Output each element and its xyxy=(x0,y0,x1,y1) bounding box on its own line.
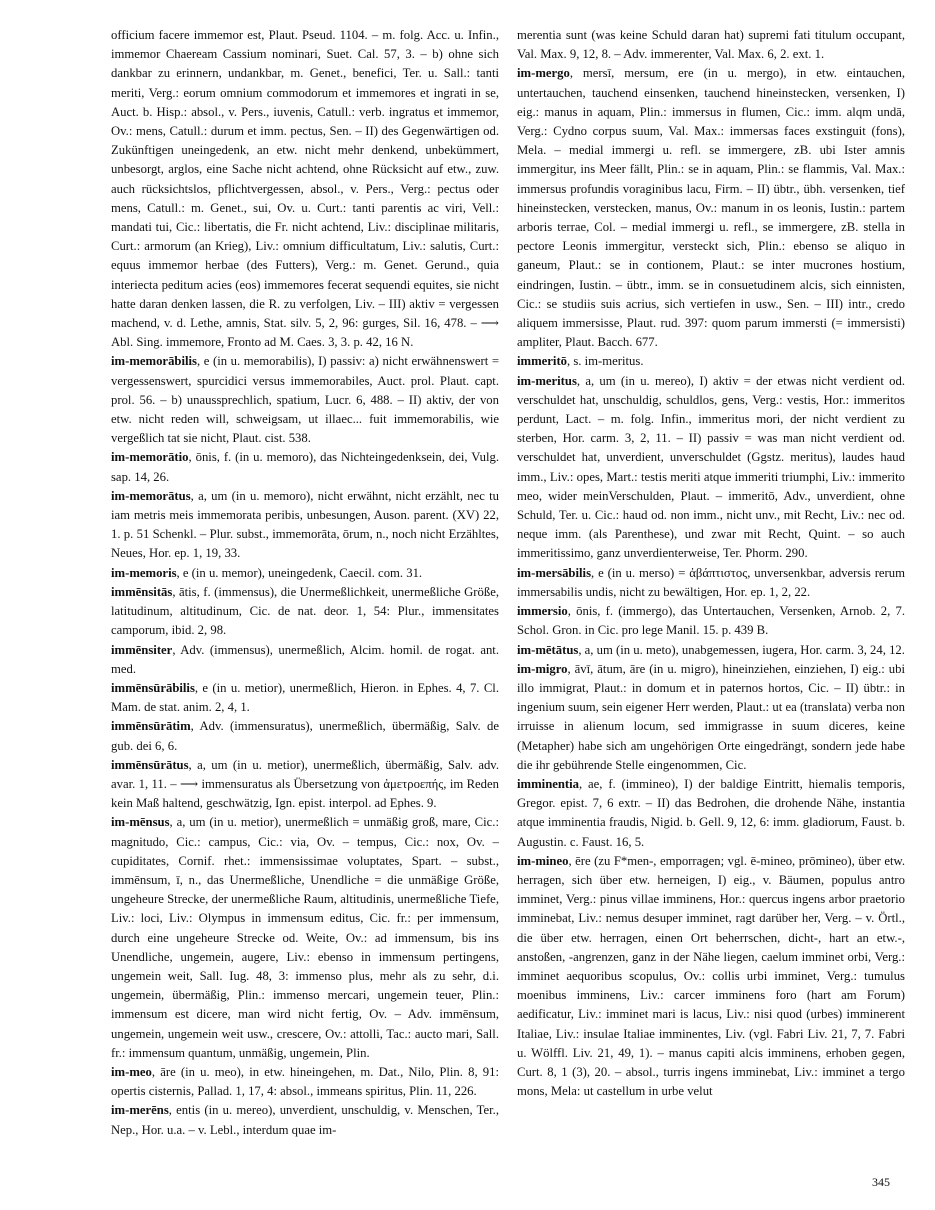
entry-lemma: immēnsitās xyxy=(111,584,173,599)
entry-text: , āvī, ātum, āre (in u. migro), hineinziehen, einziehen, I) eig.: ubi illo immigrat, Plaut.: in domum et in paternos hortos, Cic. – II) übtr.: in ingenium suum, sein eigener Herr werden, Plaut.: ut ea (translata) verba non irruisse in alienum locum, sed immigrasse in suum diceres, keine (Metapher) habe sich am ungehörigen Orte eingedrängt, sondern jede habe die ihr gebührende Stelle eingenommen, Cic. xyxy=(517,661,905,772)
entry-text: , e (in u. memorabilis), I) passiv: a) nicht erwähnenswert = vergessenswert, spurcidici versus immemorabiles, Auct. prol. Plaut. capt. prol. 56. – b) unaussprechlich, spatium, Lucr. 6, 488. – II) aktiv, der von etw. nicht reden will, schweigsam, ut illaec... fuit immemorabilis, wie vergeßlich tat sie nicht, Plaut. cist. 538. xyxy=(111,354,499,446)
dictionary-entry xyxy=(517,641,905,660)
entry-lemma: im-mineo xyxy=(517,853,569,868)
dictionary-entry xyxy=(517,660,905,775)
entry-lemma: im-migro xyxy=(517,661,568,676)
dictionary-entry xyxy=(111,583,499,641)
entry-lemma: im-mēnsus xyxy=(111,815,170,830)
dictionary-entry xyxy=(111,813,499,1063)
entry-lemma: immeritō xyxy=(517,354,568,369)
entry-lemma: im-meritus xyxy=(517,373,577,388)
dictionary-entry xyxy=(111,1063,499,1101)
entry-lemma: im-mergo xyxy=(517,66,570,81)
entry-lemma: im-mersābilis xyxy=(517,565,592,580)
dictionary-entry xyxy=(111,1101,499,1139)
dictionary-entry xyxy=(517,26,905,64)
dictionary-entry xyxy=(517,372,905,564)
entry-text: officium facere immemor est, Plaut. Pseud. 1104. – m. folg. Acc. u. Infin., immemor Chaeream Cassium nominari, Suet. Cal. 57, 3. – b) ohne sich dankbar zu erinnern, undankbar, m. Genet., benefici, Ter. u. Sall.: tanti meriti, Verg.: eorum omnium commodorum et immemores et ingrati in se, Auct. b. Hisp.: absol., v. Pers., iuvenis, Catull.: verb. ingratus et immemor, Ov.: mens, Catull.: durum et imm. pectus, Sen. – II) des Gegenwärtigen od. Zukünftigen uneingedenk, an etw. nicht mehr denkend, unbekümmert, unbesorgt, arglos, eine Sache nicht achtend, ohne Rücksicht auf etw., zuw. auch rücksichtslos, pflichtvergessen, absol., v. Pers., Verg.: pectus oder mens, Catull.: m. Genet., sui, Ov. u. Curt.: tanti parentis ac viri, Vell.: mandati tui, Cic.: libertatis, die Fr. nicht achtend, Liv.: disciplinae militaris, Curt.: armorum (an Krieg), Liv.: omnium difficultatum, Liv.: salutis, Curt.: equus immemor herbae (des Futters), Verg.: m. Genet. Gerund., quia interiecta peditum acies (eos) immemores fecerat sequendi equites, sie nicht hatte daran denken lassen, die R. zu verfolgen, Liv. – III) aktiv = vergessen machend, v. d. Lethe, amnis, Stat. silv. 5, 2, 96: gurges, Sil. 16, 478. – ⟶ Abl. Sing. immemore, Fronto ad M. Caes. 3, 3. p. 42, 16 N. xyxy=(111,28,499,350)
entry-text: , e (in u. metior), unermeßlich, Hieron. in Ephes. 4, 7. Cl. Mam. de stat. anim. 2, 4, 1. xyxy=(111,680,499,715)
entry-text: , ae, f. (immineo), I) der baldige Eintritt, hiemalis temporis, Gregor. epist. 7, 6 extr. – II) das Bedrohen, die drohende Nähe, instantia atque imminentia fraudis, Nigid. b. Gell. 9, 12, 6: imm. gladiorum, Faust. b. Augustin. c. Faust. 16, 5. xyxy=(517,776,905,849)
entry-lemma: imminentia xyxy=(517,776,580,791)
entry-text: , ātis, f. (immensus), die Unermeßlichkeit, unermeßliche Größe, latitudinum, altitudinum, Cic. de nat. deor. 1, 54: Plur., immensitates camporum, ibid. 2, 98. xyxy=(111,584,499,638)
dictionary-entry xyxy=(111,352,499,448)
entry-text: , e (in u. memor), uneingedenk, Caecil. com. 31. xyxy=(176,565,423,580)
entry-text: , āre (in u. meo), in etw. hineingehen, m. Dat., Nilo, Plin. 8, 91: opertis cisternis, Pallad. 1, 17, 4: absol., immeans spiritus, Plin. 11, 226. xyxy=(111,1064,499,1099)
entry-text: , a, um (in u. memoro), nicht erwähnt, nicht erzählt, nec tu iam metris meis immemorata peribis, unbesungen, Auson. parent. (XV) 22, 1. p. 51 Schenkl. – Plur. subst., immemorāta, ōrum, n., noch nicht Erzähltes, Neues, Hor. ep. 1, 19, 33. xyxy=(111,488,499,561)
entry-lemma: im-memorābilis xyxy=(111,354,197,369)
entry-text: , a, um (in u. meto), unabgemessen, iugera, Hor. carm. 3, 24, 12. xyxy=(578,642,905,657)
entry-lemma: immēnsūrābilis xyxy=(111,680,195,695)
entry-text: , Adv. (immensus), unermeßlich, Alcim. homil. de rogat. ant. med. xyxy=(111,642,499,676)
entry-lemma: immēnsūrātus xyxy=(111,757,189,772)
dictionary-entry xyxy=(111,487,499,564)
entry-text: , mersī, mersum, ere (in u. mergo), in etw. eintauchen, untertauchen, tauchend einsenken, tauchend hineinstecken, versenken, I) eig.: manus in aquam, Plin.: immersus in flumen, Cic.: imm. alqm undā, Verg.: Cydno corpus suum, Val. Max.: immersas faces exstinguit (fons), Mela. – medial immergi u. refl. se immergere, zB. ubi Ister amnis immergitur, ins Meer fällt, Plin.: se in aquam, Plin.: se flammis, Val. Max.: immersus profundis voraginibus lacu, Firm. – II) übtr., übh. versenken, tief hineinstecken, verstecken, manus, Ov.: manum in os leonis, Iustin.: partem arboris terrae, Col. – medial immergi u. refl., se immergere, zB. stella in pectore Leonis immergitur, versteckt sich, Plin.: ebenso se aliquo in ganeum, Plaut.: se in contionem, Plaut.: se inter mucrones hostium, eindringen, Iustin. – übtr., imm. se in consuetudinem alcis, sich einnisten, Cic.: se studiis suis acrius, sich vertiefen in usw., Sen. – III) intr., credo aliquem immersisse, Plaut. rud. 397: quom parum immersti (= immersisti) ampliter, Plaut. Bacch. 677. xyxy=(517,66,905,350)
entry-lemma: im-memorātus xyxy=(111,488,191,503)
entry-lemma: immēnsūrātim xyxy=(111,719,191,734)
dictionary-entry xyxy=(111,564,499,583)
entry-text: , ōnis, f. (immergo), das Untertauchen, Versenken, Arnob. 2, 7. Schol. Gron. in Cic. pro lege Manil. 15. p. 439 B. xyxy=(517,604,905,638)
entry-lemma: immersio xyxy=(517,604,568,619)
dictionary-entry xyxy=(517,352,905,371)
entry-text: , ōnis, f. (in u. memoro), das Nichteingedenksein, dei, Vulg. sap. 14, 26. xyxy=(111,450,499,484)
entry-lemma: im-meo xyxy=(111,1064,152,1079)
entry-text: , e (in u. merso) = ἀβάπτιστος, unversenkbar, adversis rerum immersabilis undis, nicht zu bewältigen, Hor. ep. 1, 2, 22. xyxy=(517,565,905,599)
entry-text: , s. im-meritus. xyxy=(567,354,644,369)
entry-lemma: im-mētātus xyxy=(517,642,579,657)
left-column xyxy=(111,26,499,1140)
dictionary-entry xyxy=(517,602,905,640)
dictionary-entry xyxy=(111,679,499,717)
entry-text: , a, um (in u. metior), unermeßlich, übermäßig, Salv. adv. avar. 1, 11. – ⟶ immensuratus als Übersetzung von ἀμετροεπής, im Reden kein Maß haltend, geschwätzig, Ign. epist. interpol. ad Ephes. 9. xyxy=(111,757,499,811)
entry-text: , a, um (in u. mereo), I) aktiv = der etwas nicht verdient od. verschuldet hat, unschuldig, schuldlos, gens, Verg.: vestis, Hor.: immeritos perdunt, Lact. – m. folg. Infin., immeritus mori, der nicht verdient zu sterben, Hor. carm. 3, 2, 11. – II) passiv = was man nicht verdient od. verschuldet hat, unverdient, unverschuldet (Ggstz. meritus), laudes haud imm., Liv.: opes, Mart.: testis meriti atque immeriti triumphi, Liv.: immerito meo, wider meinVerschulden, Plaut. – immeritō, Adv., unverdient, ohne Schuld, Ter. u. Cic.: haud od. non imm., nicht unv., mit Recht, Liv.: nec od. neque imm. (als Parenthese), und zwar mit Recht, Quint. – so auch immeritissimo, ganz unverdienterweise, Ter. Phorm. 290. xyxy=(517,373,905,561)
dictionary-entry xyxy=(111,26,499,352)
entry-lemma: im-merēns xyxy=(111,1103,169,1118)
dictionary-entry xyxy=(517,852,905,1102)
entry-lemma: im-memorātio xyxy=(111,450,189,465)
dictionary-entry xyxy=(111,756,499,814)
dictionary-entry xyxy=(111,448,499,486)
entry-lemma: im-memoris xyxy=(111,565,177,580)
page-number: 345 xyxy=(872,1175,890,1189)
dictionary-entry xyxy=(111,717,499,755)
dictionary-entry xyxy=(517,775,905,852)
dictionary-entry xyxy=(517,64,905,352)
dictionary-entry xyxy=(111,641,499,679)
entry-text: , entis (in u. mereo), unverdient, unschuldig, v. Menschen, Ter., Nep., Hor. u.a. – v. Lebl., interdum quae im- xyxy=(111,1103,499,1137)
entry-text: , ēre (zu F*men-, emporragen; vgl. ē-mineo, prōmineo), über etw. herragen, sich über etw. herneigen, I) eig., v. Bäumen, populus antro imminet, Verg.: pinus villae imminens, Hor.: quercus ingens arbor praetorio imminebat, Liv.: nemus desuper imminet, ragt darüber her, Verg. – v. Örtl., die über etw. herragen, einen Ort beherrschen, dicht-, hart an etw.-, anstoßen, -angrenzen, ganz in der Nähe liegen, caelum imminet orbi, Verg.: imminet aequoribus scopulus, Ov.: collis urbi imminet, Verg.: tumulus moenibus imminens, Liv.: carcer imminens foro (hart am Forum) aedificatur, Liv.: imminet mari is lacus, Liv.: nisi quod (urbes) imminerent Italiae, Liv.: insulae Italiae imminentes, Liv. (vgl. Fabri Liv. 21, 7, 7. Fabri u. Wölffl. Liv. 21, 49, 1). – manus capiti alcis imminens, erhoben gegen, Curt. 8, 1 (3), 20. – absol., turris ingens imminebat, Liv.: imminet a tergo mons, Mela: ut castellum in urbe velut xyxy=(517,853,905,1099)
entry-text: , a, um (in u. metior), unermeßlich = unmäßig groß, mare, Cic.: magnitudo, Cic.: campus, Cic.: via, Ov. – tempus, Cic.: nox, Ov. – cupiditates, Cornif. rhet.: immensissimae voluptates, Spart. – subst., immēnsum, ī, n., das Unermeßliche, Unendliche = die unmäßige Größe, ungeheure Strecke, der unermeßliche Raum, altitudinis, unermeßliche Tiefe, Liv.: loci, Liv.: Olympus in immensum editus, Cic. fr.: per immensum, durch eine ungeheure Strecke od. Weite, Ov.: ad immensum, bis ins Unendliche, ungemein, augere, Liv.: ebenso in immensum pertingens, ungemein weit, Sall. Iug. 48, 3: immenso plus, mehr als zu sehr, d.i. ungemein, übermäßig, Plin.: immenso mercari, ungemein teuer, Plin.: immensum est dicere, man wird nicht fertig, Ov. – Adv. immēnsum, ungemein, ungemein weit usw., crescere, Ov.: attolli, Tac.: aucto mari, Sall. fr.: immensum quantum, unmäßig, ungemein, Plin. xyxy=(111,815,499,1060)
entry-lemma: immēnsiter xyxy=(111,642,173,657)
entry-text: merentia sunt (was keine Schuld daran hat) supremi fati titulum occupant, Val. Max. 9, 12, 8. – Adv. immerenter, Val. Max. 6, 2. ext. 1. xyxy=(517,28,905,62)
dictionary-entry xyxy=(517,564,905,602)
entry-text: , Adv. (immensuratus), unermeßlich, übermäßig, Salv. de gub. dei 6, 6. xyxy=(111,719,499,753)
right-column xyxy=(517,26,905,1101)
